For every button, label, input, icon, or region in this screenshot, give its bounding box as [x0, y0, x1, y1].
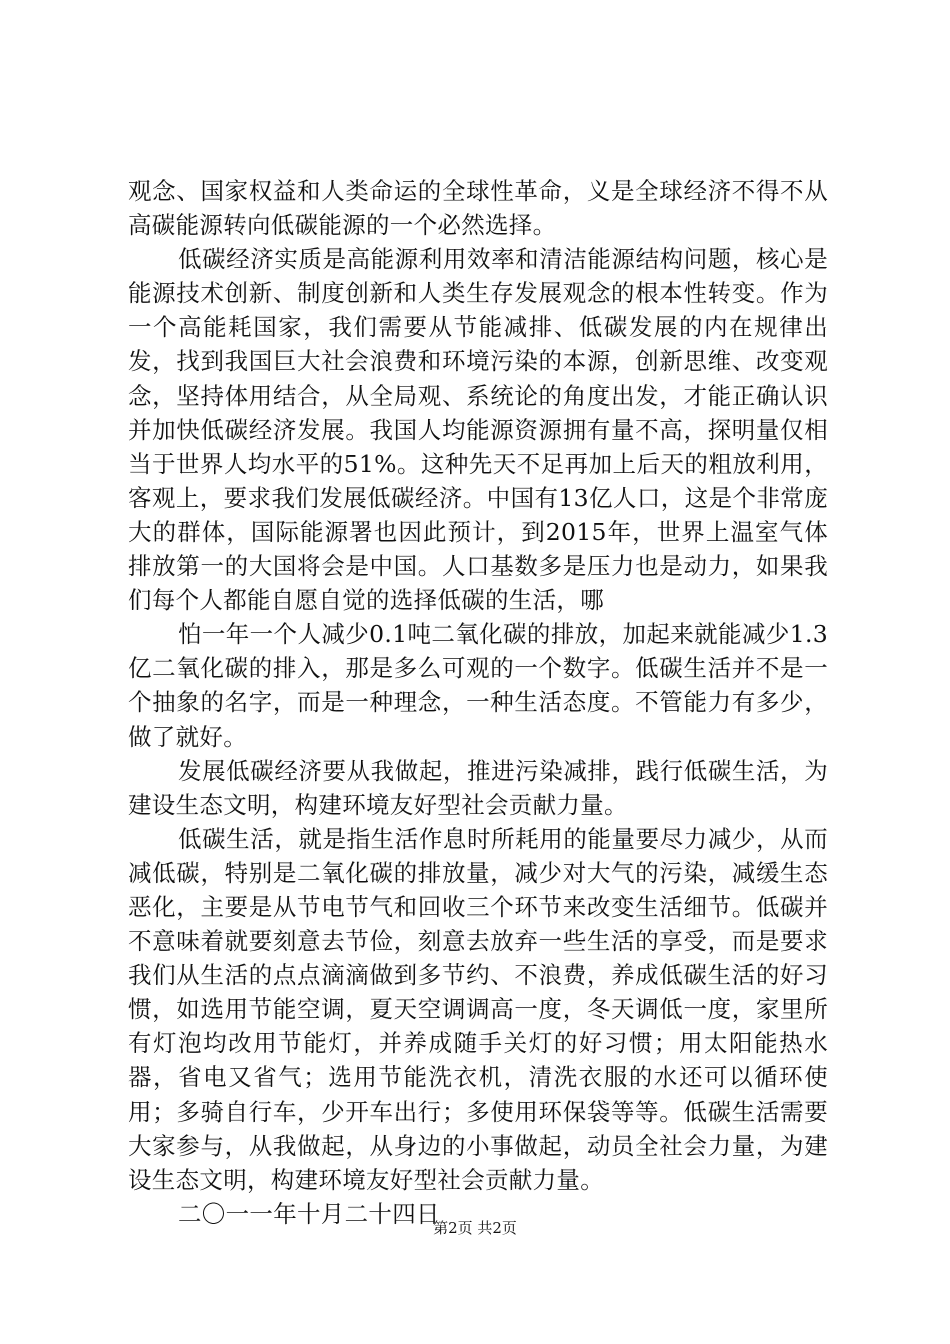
paragraph-continuation: 观念、国家权益和人类命运的全球性革命，义是全球经济不得不从高碳能源转向低碳能源的一个必然选择。	[128, 177, 828, 240]
paragraph-low-carbon-life: 低碳生活，就是指生活作息时所耗用的能量要尽力减少，从而减低碳，特别是二氧化碳的排放量，减少对大气的污染，减缓生态恶化，主要是从节电节气和回收三个环节来改变生活细节。低碳并不意味着就要刻意去节俭，刻意去放弃一些生活的享受，而是要求我们从生活的点点滴滴做到多节约、不浪费，养成低碳生活的好习惯，如选用节能空调，夏天空调调高一度，冬天调低一度，家里所有灯泡均改用节能灯，并养成随手关灯的好习惯；用太阳能热水器，省电又省气；选用节能洗衣机，清洗衣服的水还可以循环使用；多骑自行车，少开车出行；多使用环保袋等等。低碳生活需要大家参与，从我做起，从身边的小事做起，动员全社会力量，为建设生态文明，构建环境友好型社会贡献力量。	[128, 824, 828, 1194]
document-date: 二〇一一年十月二十四日	[178, 1199, 440, 1228]
paragraph-start-from-me: 发展低碳经济要从我做起，推进污染减排，践行低碳生活，为建设生态文明，构建环境友好型社会贡献力量。	[128, 756, 828, 819]
page-number-footer: 第2页 共2页	[433, 1219, 517, 1237]
paragraph-emission-reduction: 怕一年一个人减少0.1吨二氧化碳的排放，加起来就能减少1.3亿二氧化碳的排入，那是多么可观的一个数字。低碳生活并不是一个抽象的名字，而是一种理念，一种生活态度。不管能力有多少，做了就好。	[128, 620, 828, 751]
document-body	[128, 174, 828, 1231]
paragraph-low-carbon-economy: 低碳经济实质是高能源利用效率和清洁能源结构问题，核心是能源技术创新、制度创新和人类生存发展观念的根本性转变。作为一个高能耗国家，我们需要从节能减排、低碳发展的内在规律出发，找到我国巨大社会浪费和环境污染的本源，创新思维、改变观念，坚持体用结合，从全局观、系统论的角度出发，才能正确认识并加快低碳经济发展。我国人均能源资源拥有量不高，探明量仅相当于世界人均水平的51%。这种先天不足再加上后天的粗放利用，客观上，要求我们发展低碳经济。中国有13亿人口，这是个非常庞大的群体，国际能源署也因此预计，到2015年，世界上温室气体排放第一的大国将会是中国。人口基数多是压力也是动力，如果我们每个人都能自愿自觉的选择低碳的生活，哪	[128, 245, 828, 615]
